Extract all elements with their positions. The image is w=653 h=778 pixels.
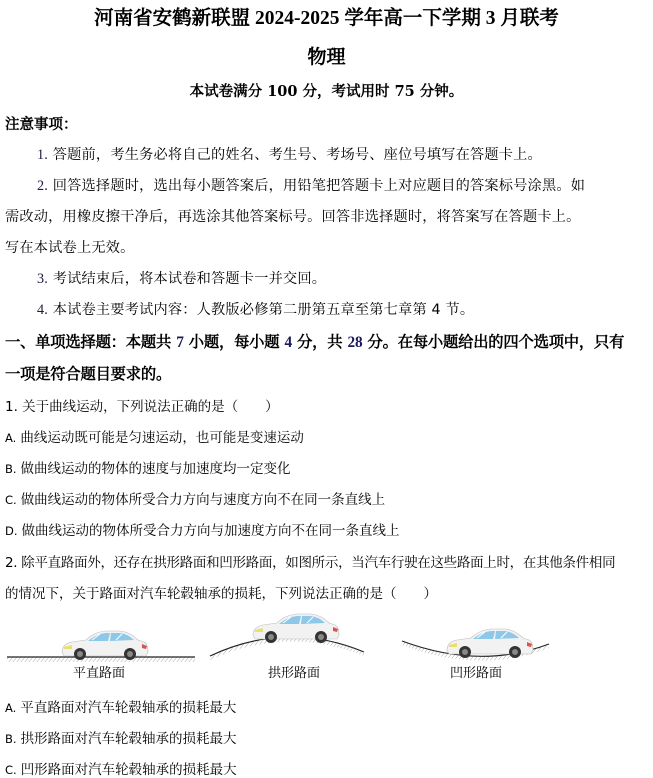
option-text: 平直路面对汽车轮毂轴承的损耗最大 [20,700,237,716]
option-text: 凹形路面对汽车轮毂轴承的损耗最大 [20,762,237,778]
flat-road [7,631,195,662]
question-1-option-d [5,519,400,539]
note-text: 本试卷主要考试内容：人教版必修第二册第五章至第七章第 4 节。 [52,302,475,318]
option-text: 曲线运动既可能是匀速运动，也可能是变速运动 [20,430,304,446]
option-letter: C. [5,763,17,777]
option-letter: B. [5,462,17,476]
question-2-option-a [5,696,236,716]
note-text: 答题前，考生务必将自己的姓名、考生号、考场号、座位号填写在答题卡上。 [52,147,542,163]
note-item-1 [37,144,542,164]
option-letter: A. [5,431,17,445]
option-text: 做曲线运动的物体所受合力方向与加速度方向不在同一条直线上 [21,523,400,539]
note-number: 2. [37,178,49,194]
question-2-option-b [5,727,237,747]
question-2-stem-line1: 2. 除平直路面外，还存在拱形路面和凹形路面，如图所示，当汽车行驶在这些路面上时，在其他条件相同 [5,555,616,571]
section-heading [5,330,624,352]
section-text: 小题，每小题 [183,333,285,351]
option-text: 做曲线运动的物体所受合力方向与速度方向不在同一条直线上 [20,492,386,508]
arched-road [210,614,364,660]
note-text: 回答选择题时，选出每小题答案后，用铅笔把答题卡上对应题目的答案标号涂黑。如 [52,178,586,194]
section-text: 分。在每小题给出的四个选项中，只有 [362,333,625,351]
note-number: 3. [37,271,49,287]
note-text: 考试结束后，将本试卷和答题卡一并交回。 [52,271,327,287]
option-text: 做曲线运动的物体的速度与加速度均一定变化 [20,461,291,477]
points-total: 28 [347,334,363,351]
option-letter: B. [5,732,17,746]
option-letter: A. [5,701,17,715]
question-1-stem: 1. 关于曲线运动，下列说法正确的是（ ） [5,399,279,415]
note-item-3 [37,268,326,288]
question-2-option-c [5,758,237,778]
section-text: 分，共 [291,333,348,351]
note-item-2-cont2: 写在本试卷上无效。 [5,240,135,256]
points-each: 4 [284,334,292,351]
section-heading-cont: 一项是符合题目要求的。 [5,365,172,383]
question-1-option-a [5,426,304,446]
figure-label-arched: 拱形路面 [268,666,321,681]
note-item-2-cont1: 需改动，用橡皮擦干净后，再选涂其他答案标号。回答非选择题时，将答案写在答题卡上。 [5,209,581,225]
note-item-4 [37,299,474,319]
figure-label-flat: 平直路面 [73,666,126,681]
concave-road [402,629,549,661]
question-1-option-b [5,457,291,477]
figure-label-concave: 凹形路面 [450,666,503,681]
exam-info: 本试卷满分 100 分，考试用时 75 分钟。 [189,83,464,100]
option-letter: D. [5,524,18,538]
question-2-stem-line2: 的情况下，关于路面对汽车轮毂轴承的损耗，下列说法正确的是（ ） [5,586,437,602]
exam-title: 河南省安鹤新联盟 2024-2025 学年高一下学期 3 月联考 [94,8,559,29]
question-1-option-c [5,488,385,508]
option-text: 拱形路面对汽车轮毂轴承的损耗最大 [20,731,237,747]
subject-title: 物理 [307,46,346,68]
note-number: 4. [37,302,49,318]
notes-heading: 注意事项： [5,116,78,133]
question-count: 7 [176,334,184,351]
note-number: 1. [37,147,49,163]
option-letter: C. [5,493,17,507]
note-item-2 [37,175,585,195]
section-text: 一、单项选择题：本题共 [5,333,177,351]
